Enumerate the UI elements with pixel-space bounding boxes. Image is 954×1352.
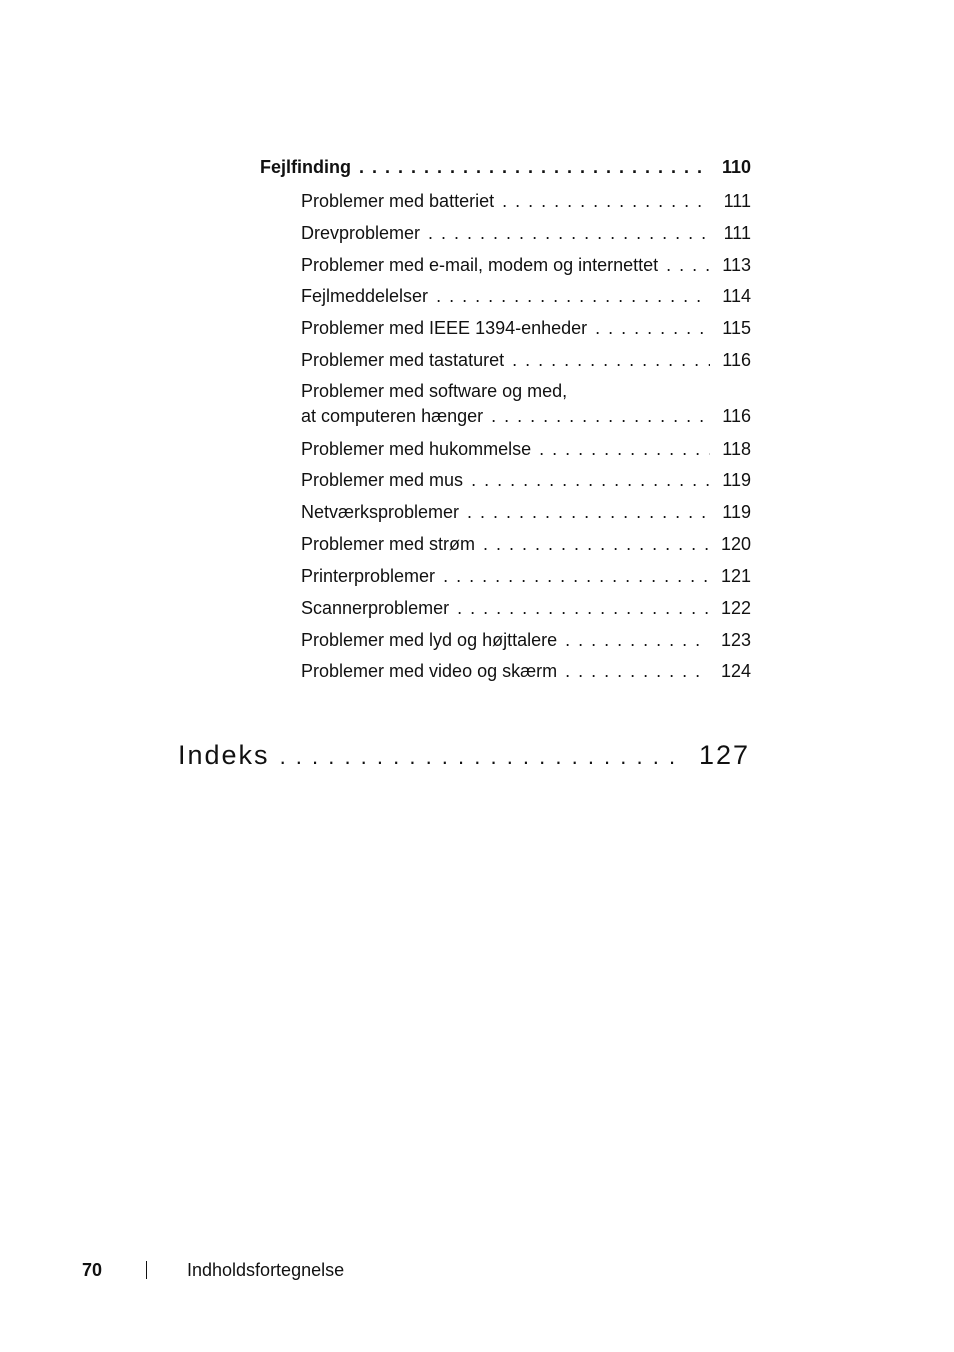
toc-entry-page: 121 — [720, 566, 751, 586]
toc-entry-title: Fejlmeddelelser — [301, 286, 429, 306]
toc-entry-title: Problemer med e-mail, modem og internettet — [301, 255, 659, 275]
toc-entry-title: Problemer med batteriet — [301, 191, 495, 211]
toc-entry-title: Netværksproblemer — [301, 502, 460, 522]
toc-entry[interactable] — [301, 190, 751, 212]
toc-entry-page: 116 — [722, 406, 751, 426]
toc-entry[interactable] — [301, 533, 751, 555]
footer-running-title: Indholdsfortegnelse — [187, 1260, 345, 1280]
dot-leader — [502, 190, 711, 212]
toc-entry[interactable] — [301, 222, 751, 244]
toc-chapter-page: 127 — [698, 740, 750, 770]
dot-leader — [595, 317, 710, 339]
toc-entry[interactable] — [301, 438, 751, 460]
toc-entry[interactable] — [301, 349, 751, 371]
dot-leader — [491, 404, 710, 429]
toc-chapter-indeks[interactable] — [178, 738, 750, 774]
toc-section-fejlfinding[interactable] — [260, 156, 751, 178]
toc-entry-page: 115 — [722, 318, 751, 338]
toc-entry[interactable] — [301, 501, 751, 523]
toc-entry[interactable] — [301, 629, 751, 651]
dot-leader — [471, 469, 710, 491]
toc-entry-page: 120 — [720, 534, 751, 554]
dot-leader — [467, 501, 710, 523]
toc-entry[interactable] — [301, 254, 751, 276]
footer-page-number: 70 — [82, 1260, 103, 1280]
toc-entry-page: 119 — [722, 502, 751, 522]
toc-entry-title: Problemer med IEEE 1394-enheder — [301, 318, 588, 338]
dot-leader — [539, 438, 710, 460]
toc-entry[interactable] — [301, 597, 751, 619]
footer-divider — [146, 1261, 147, 1279]
dot-leader — [443, 565, 709, 587]
toc-entry[interactable] — [301, 565, 751, 587]
toc-entry-title: Problemer med hukommelse — [301, 439, 532, 459]
toc-section-page: 110 — [721, 157, 751, 177]
toc-entry-page: 111 — [723, 223, 751, 243]
toc-entry[interactable] — [301, 317, 751, 339]
toc-entry-title: Printerproblemer — [301, 566, 436, 586]
toc-entry-title: Problemer med strøm — [301, 534, 476, 554]
dot-leader — [565, 660, 709, 682]
toc-entry[interactable] — [301, 469, 751, 491]
dot-leader — [457, 597, 709, 619]
toc-entry-page: 113 — [722, 255, 751, 275]
dot-leader — [565, 629, 709, 651]
toc-entry-page: 124 — [720, 661, 751, 681]
toc-entry-title: Problemer med video og skærm — [301, 661, 558, 681]
toc-entry-two-line[interactable] — [301, 379, 751, 429]
dot-leader — [436, 285, 710, 307]
dot-leader — [280, 740, 685, 774]
dot-leader — [483, 533, 709, 555]
toc-section-title: Fejlfinding — [260, 157, 351, 177]
toc-entry-title: Problemer med lyd og højttalere — [301, 630, 558, 650]
toc-entry-page: 114 — [722, 286, 751, 306]
dot-leader — [359, 156, 710, 178]
toc-entry-title: Problemer med tastaturet — [301, 350, 505, 370]
dot-leader — [666, 254, 710, 276]
toc-entry-page: 123 — [720, 630, 751, 650]
toc-entry-title: Problemer med mus — [301, 470, 464, 490]
dot-leader — [512, 349, 710, 371]
toc-entry-title: Scannerproblemer — [301, 598, 450, 618]
toc-chapter-title: Indeks — [178, 740, 270, 770]
toc-entry-title: Drevproblemer — [301, 223, 421, 243]
toc-entry-page: 111 — [723, 191, 751, 211]
toc-entry-page: 122 — [720, 598, 751, 618]
dot-leader — [428, 222, 711, 244]
toc-entry-title-line1: Problemer med software og med, — [301, 381, 568, 401]
toc-entry-title-line2: at computeren hænger — [301, 406, 484, 426]
toc-entry-page: 119 — [722, 470, 751, 490]
toc-entry[interactable] — [301, 285, 751, 307]
toc-entry[interactable] — [301, 660, 751, 682]
toc-entry-page: 116 — [722, 350, 751, 370]
page-footer — [82, 1258, 344, 1282]
toc-entry-page: 118 — [722, 439, 751, 459]
